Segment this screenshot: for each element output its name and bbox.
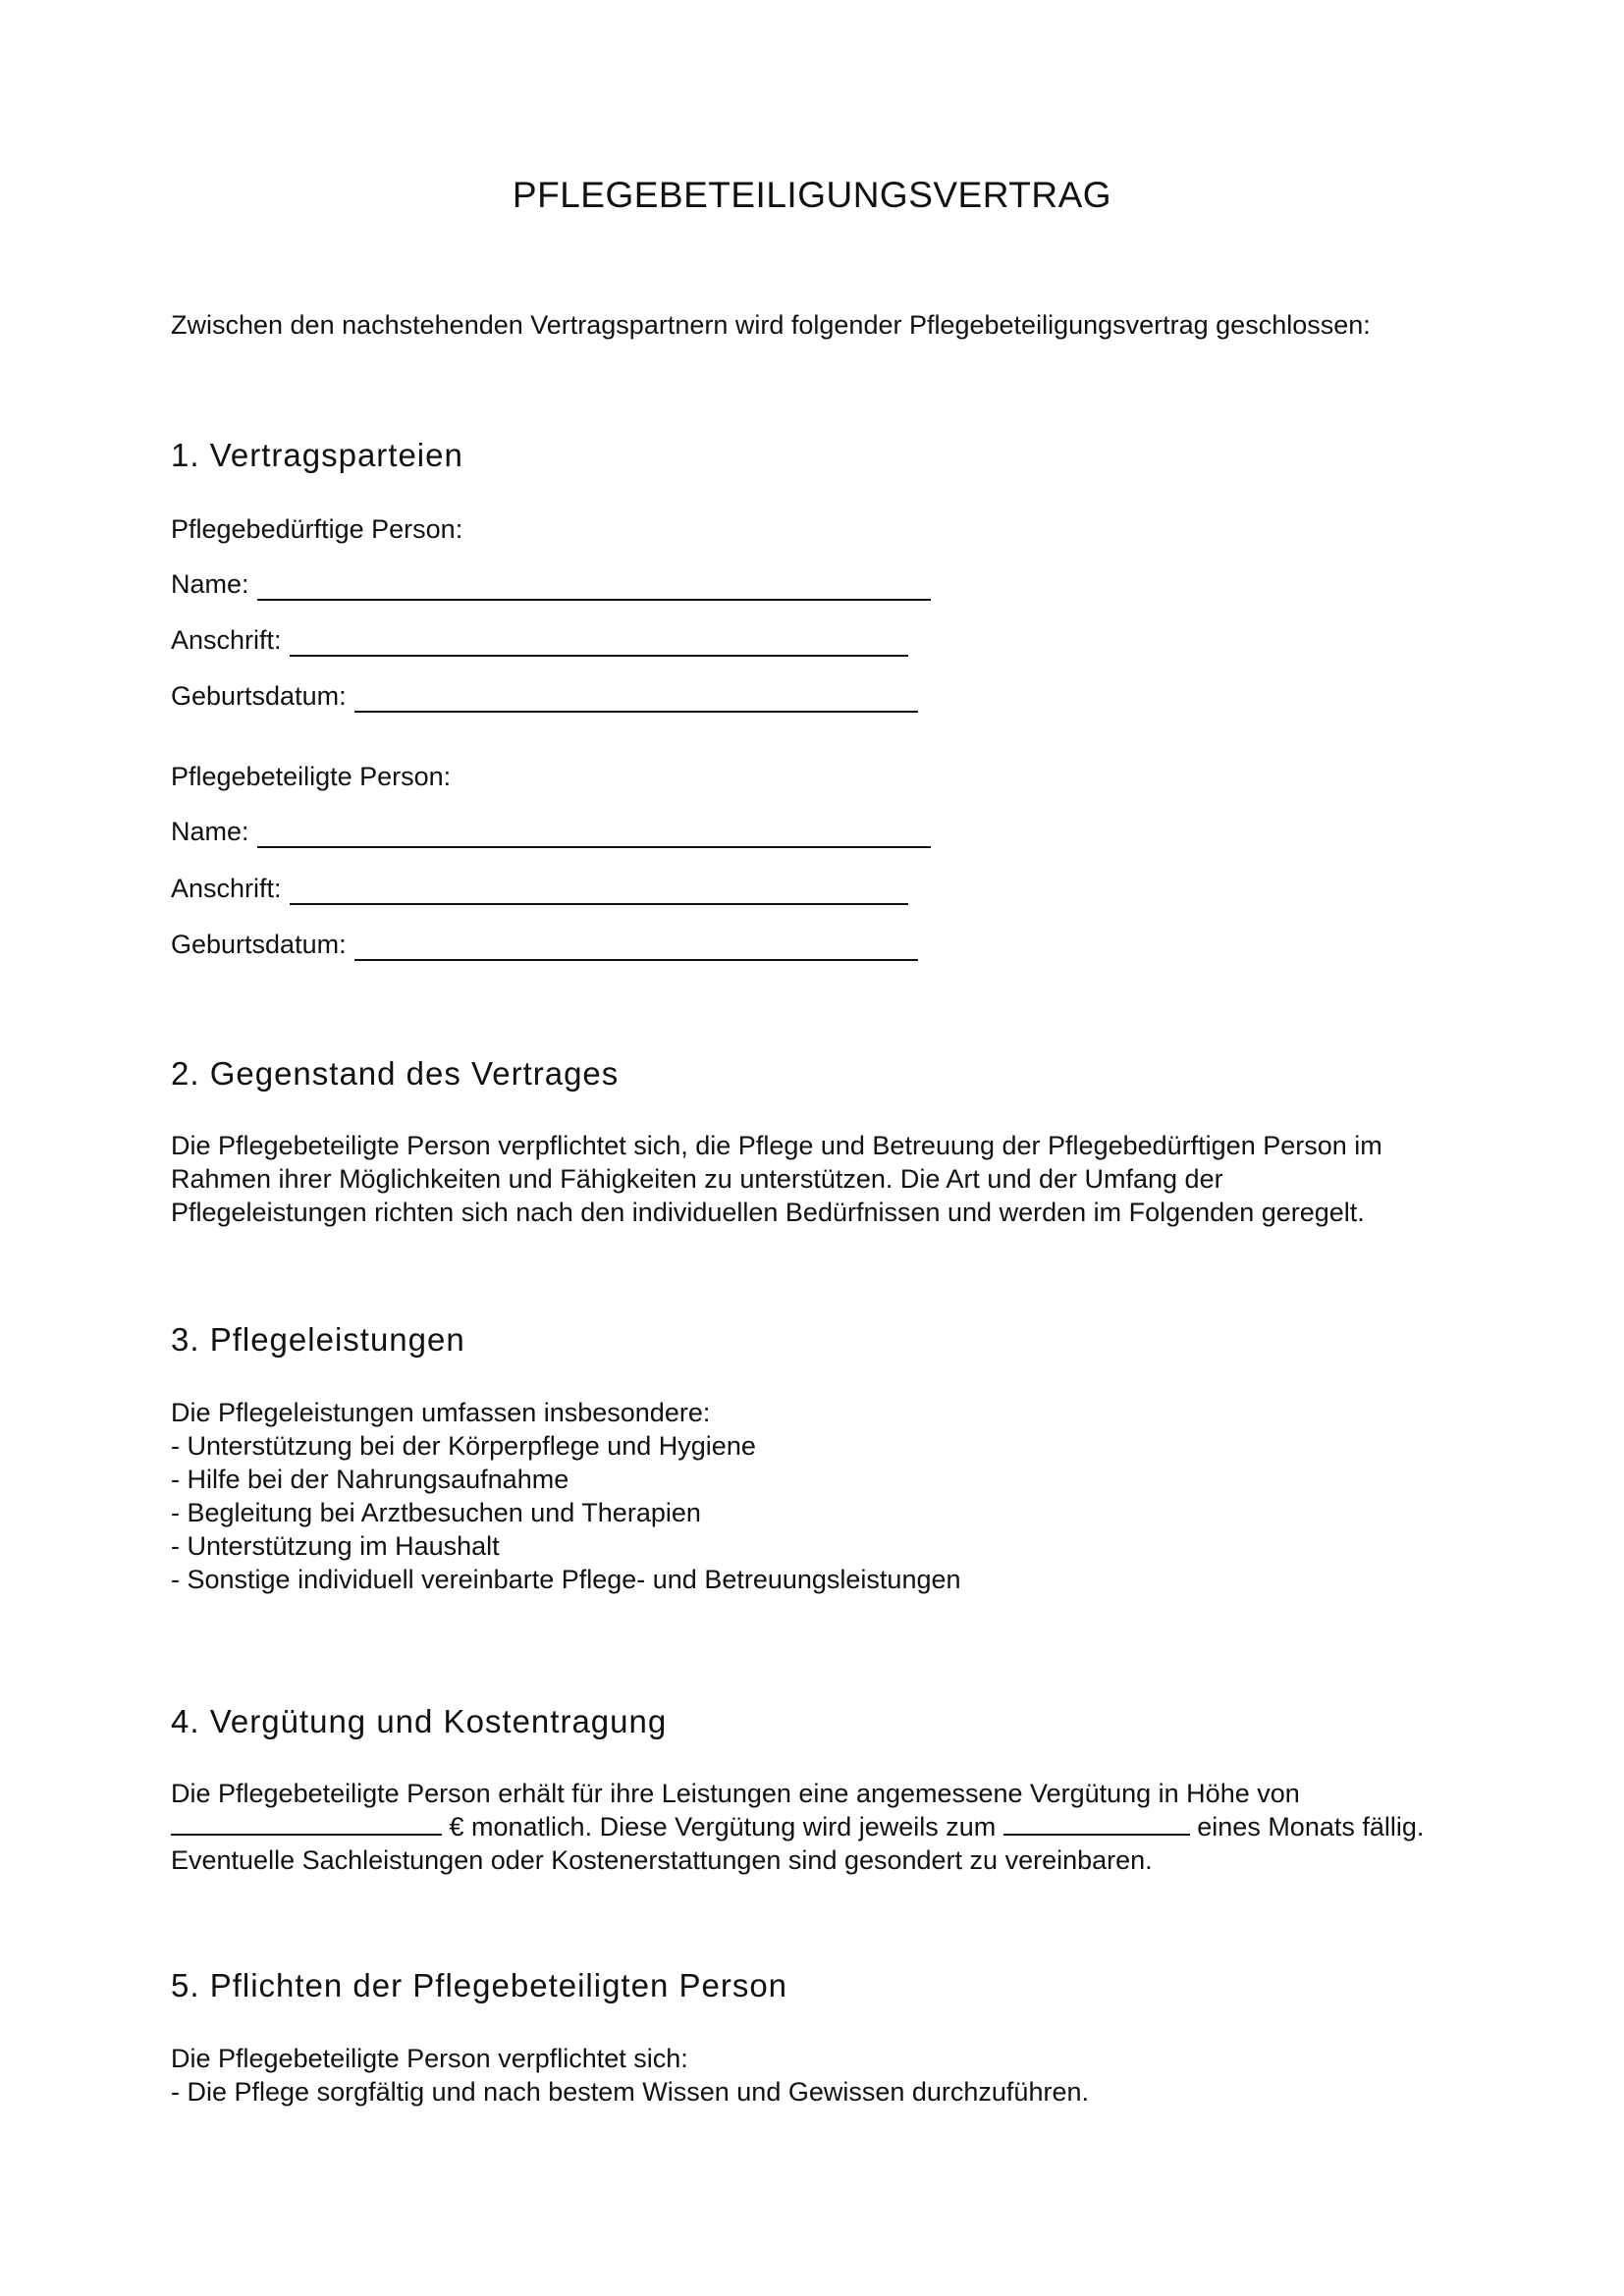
document-title: PFLEGEBETEILIGUNGSVERTRAG (512, 175, 1112, 215)
party-b-name-line[interactable] (257, 823, 931, 848)
party-b-birth-label: Geburtsdatum: (171, 930, 347, 959)
party-a-birth-field[interactable] (171, 679, 918, 713)
section-4-line-mid: € monatlich. Diese Vergütung wird jeweils zum (442, 1812, 1003, 1842)
section-5-heading: 5. Pflichten der Pflegebeteiligten Person (171, 1967, 788, 2003)
section-4-payment-line (171, 1810, 1477, 1843)
section-4-line-end: eines Monats fällig. (1189, 1812, 1425, 1842)
intro-text: Zwischen den nachstehenden Vertragspartnern wird folgender Pflegebeteiligungsvertrag geschlossen: (171, 310, 1371, 340)
amount-blank[interactable] (171, 1810, 442, 1836)
section-4-text (171, 1777, 1477, 1877)
section-2-text (171, 1129, 1477, 1229)
party-b-name-field[interactable] (171, 815, 931, 848)
party-a-birth-label: Geburtsdatum: (171, 681, 347, 711)
due-day-blank[interactable] (1003, 1810, 1190, 1836)
section-4-line: Die Pflegebeteiligte Person erhält für ihre Leistungen eine angemessene Vergütung in Höhe von (171, 1779, 1300, 1808)
list-item: - Unterstützung im Haushalt (171, 1531, 500, 1561)
party-a-address-line[interactable] (290, 631, 908, 657)
party-b-address-field[interactable] (171, 872, 908, 905)
section-2-heading: 2. Gegenstand des Vertrages (171, 1055, 620, 1092)
party-b-address-label: Anschrift: (171, 874, 282, 903)
section-3-heading: 3. Pflegeleistungen (171, 1321, 465, 1358)
section-3-intro: Die Pflegeleistungen umfassen insbesondere: (171, 1398, 711, 1427)
list-item: - Begleitung bei Arztbesuchen und Therapien (171, 1498, 701, 1527)
list-item: - Sonstige individuell vereinbarte Pflege- und Betreuungsleistungen (171, 1565, 961, 1594)
section-2-line: Die Pflegebeteiligte Person verpflichtet sich, die Pflege und Betreuung der Pflegebedürftigen Person im (171, 1131, 1382, 1160)
party-b-birth-line[interactable] (354, 935, 918, 961)
section-5-text (171, 2042, 1477, 2109)
party-a-name-line[interactable] (257, 575, 931, 601)
section-3-text (171, 1396, 1477, 1596)
party-a-label: Pflegebedürftige Person: (171, 514, 463, 544)
party-a-birth-line[interactable] (354, 687, 918, 713)
section-5-intro: Die Pflegebeteiligte Person verpflichtet sich: (171, 2044, 688, 2073)
list-item: - Unterstützung bei der Körperpflege und Hygiene (171, 1431, 756, 1461)
section-1-heading: 1. Vertragsparteien (171, 437, 463, 473)
party-a-name-label: Name: (171, 569, 249, 599)
party-b-label: Pflegebeteiligte Person: (171, 762, 452, 791)
party-a-address-field[interactable] (171, 623, 908, 657)
party-b-birth-field[interactable] (171, 928, 918, 961)
section-2-line: Rahmen ihrer Möglichkeiten und Fähigkeiten zu unterstützen. Die Art und der Umfang der (171, 1164, 1223, 1194)
section-4-line: Eventuelle Sachleistungen oder Kostenerstattungen sind gesondert zu vereinbaren. (171, 1845, 1153, 1875)
party-b-name-label: Name: (171, 817, 249, 846)
section-2-line: Pflegeleistungen richten sich nach den individuellen Bedürfnissen und werden im Folgenden geregelt. (171, 1198, 1365, 1227)
section-4-heading: 4. Vergütung und Kostentragung (171, 1703, 668, 1739)
list-item: - Hilfe bei der Nahrungsaufnahme (171, 1465, 569, 1494)
list-item: - Die Pflege sorgfältig und nach bestem Wissen und Gewissen durchzuführen. (171, 2077, 1089, 2107)
party-a-address-label: Anschrift: (171, 625, 282, 655)
party-a-name-field[interactable] (171, 567, 931, 601)
party-b-address-line[interactable] (290, 880, 908, 905)
